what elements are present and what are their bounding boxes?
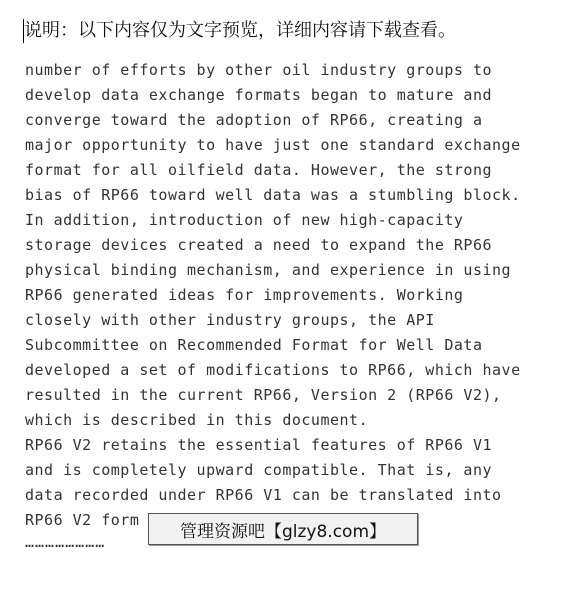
text-line: data recorded under RP66 V1 can be translated into <box>25 486 502 504</box>
text-line: RP66 V2 retains the essential features of RP66 V1 <box>25 436 493 454</box>
text-line: number of efforts by other oil industry groups to <box>25 61 493 79</box>
text-line: develop data exchange formats began to mature and <box>25 86 493 104</box>
text-line: In addition, introduction of new high-capacity <box>25 211 464 229</box>
truncated-text-line: RP66 V2 form <box>25 511 140 529</box>
text-line: RP66 generated ideas for improvements. Working <box>25 286 464 304</box>
text-line: resulted in the current RP66, Version 2 (RP66 V2), <box>25 386 502 404</box>
preview-notice: 说明：以下内容仅为文字预览，详细内容请下载查看。 <box>24 18 456 44</box>
text-line: Subcommittee on Recommended Format for Well Data <box>25 336 483 354</box>
text-line: physical binding mechanism, and experience in using <box>25 261 512 279</box>
continuation-ellipsis: …………………… <box>25 533 106 551</box>
text-line: developed a set of modifications to RP66, which have <box>25 361 521 379</box>
text-line: which is described in this document. <box>25 411 369 429</box>
text-line: major opportunity to have just one standard exchange <box>25 136 521 154</box>
text-line: converge toward the adoption of RP66, creating a <box>25 111 483 129</box>
text-line: closely with other industry groups, the API <box>25 311 435 329</box>
text-line: storage devices created a need to expand the RP66 <box>25 236 493 254</box>
text-line: format for all oilfield data. However, the strong <box>25 161 493 179</box>
document-body <box>25 58 565 533</box>
text-line: and is completely upward compatible. That is, any <box>25 461 493 479</box>
text-line: bias of RP66 toward well data was a stumbling block. <box>25 186 521 204</box>
site-watermark: 管理资源吧【glzy8.com】 <box>148 513 418 545</box>
